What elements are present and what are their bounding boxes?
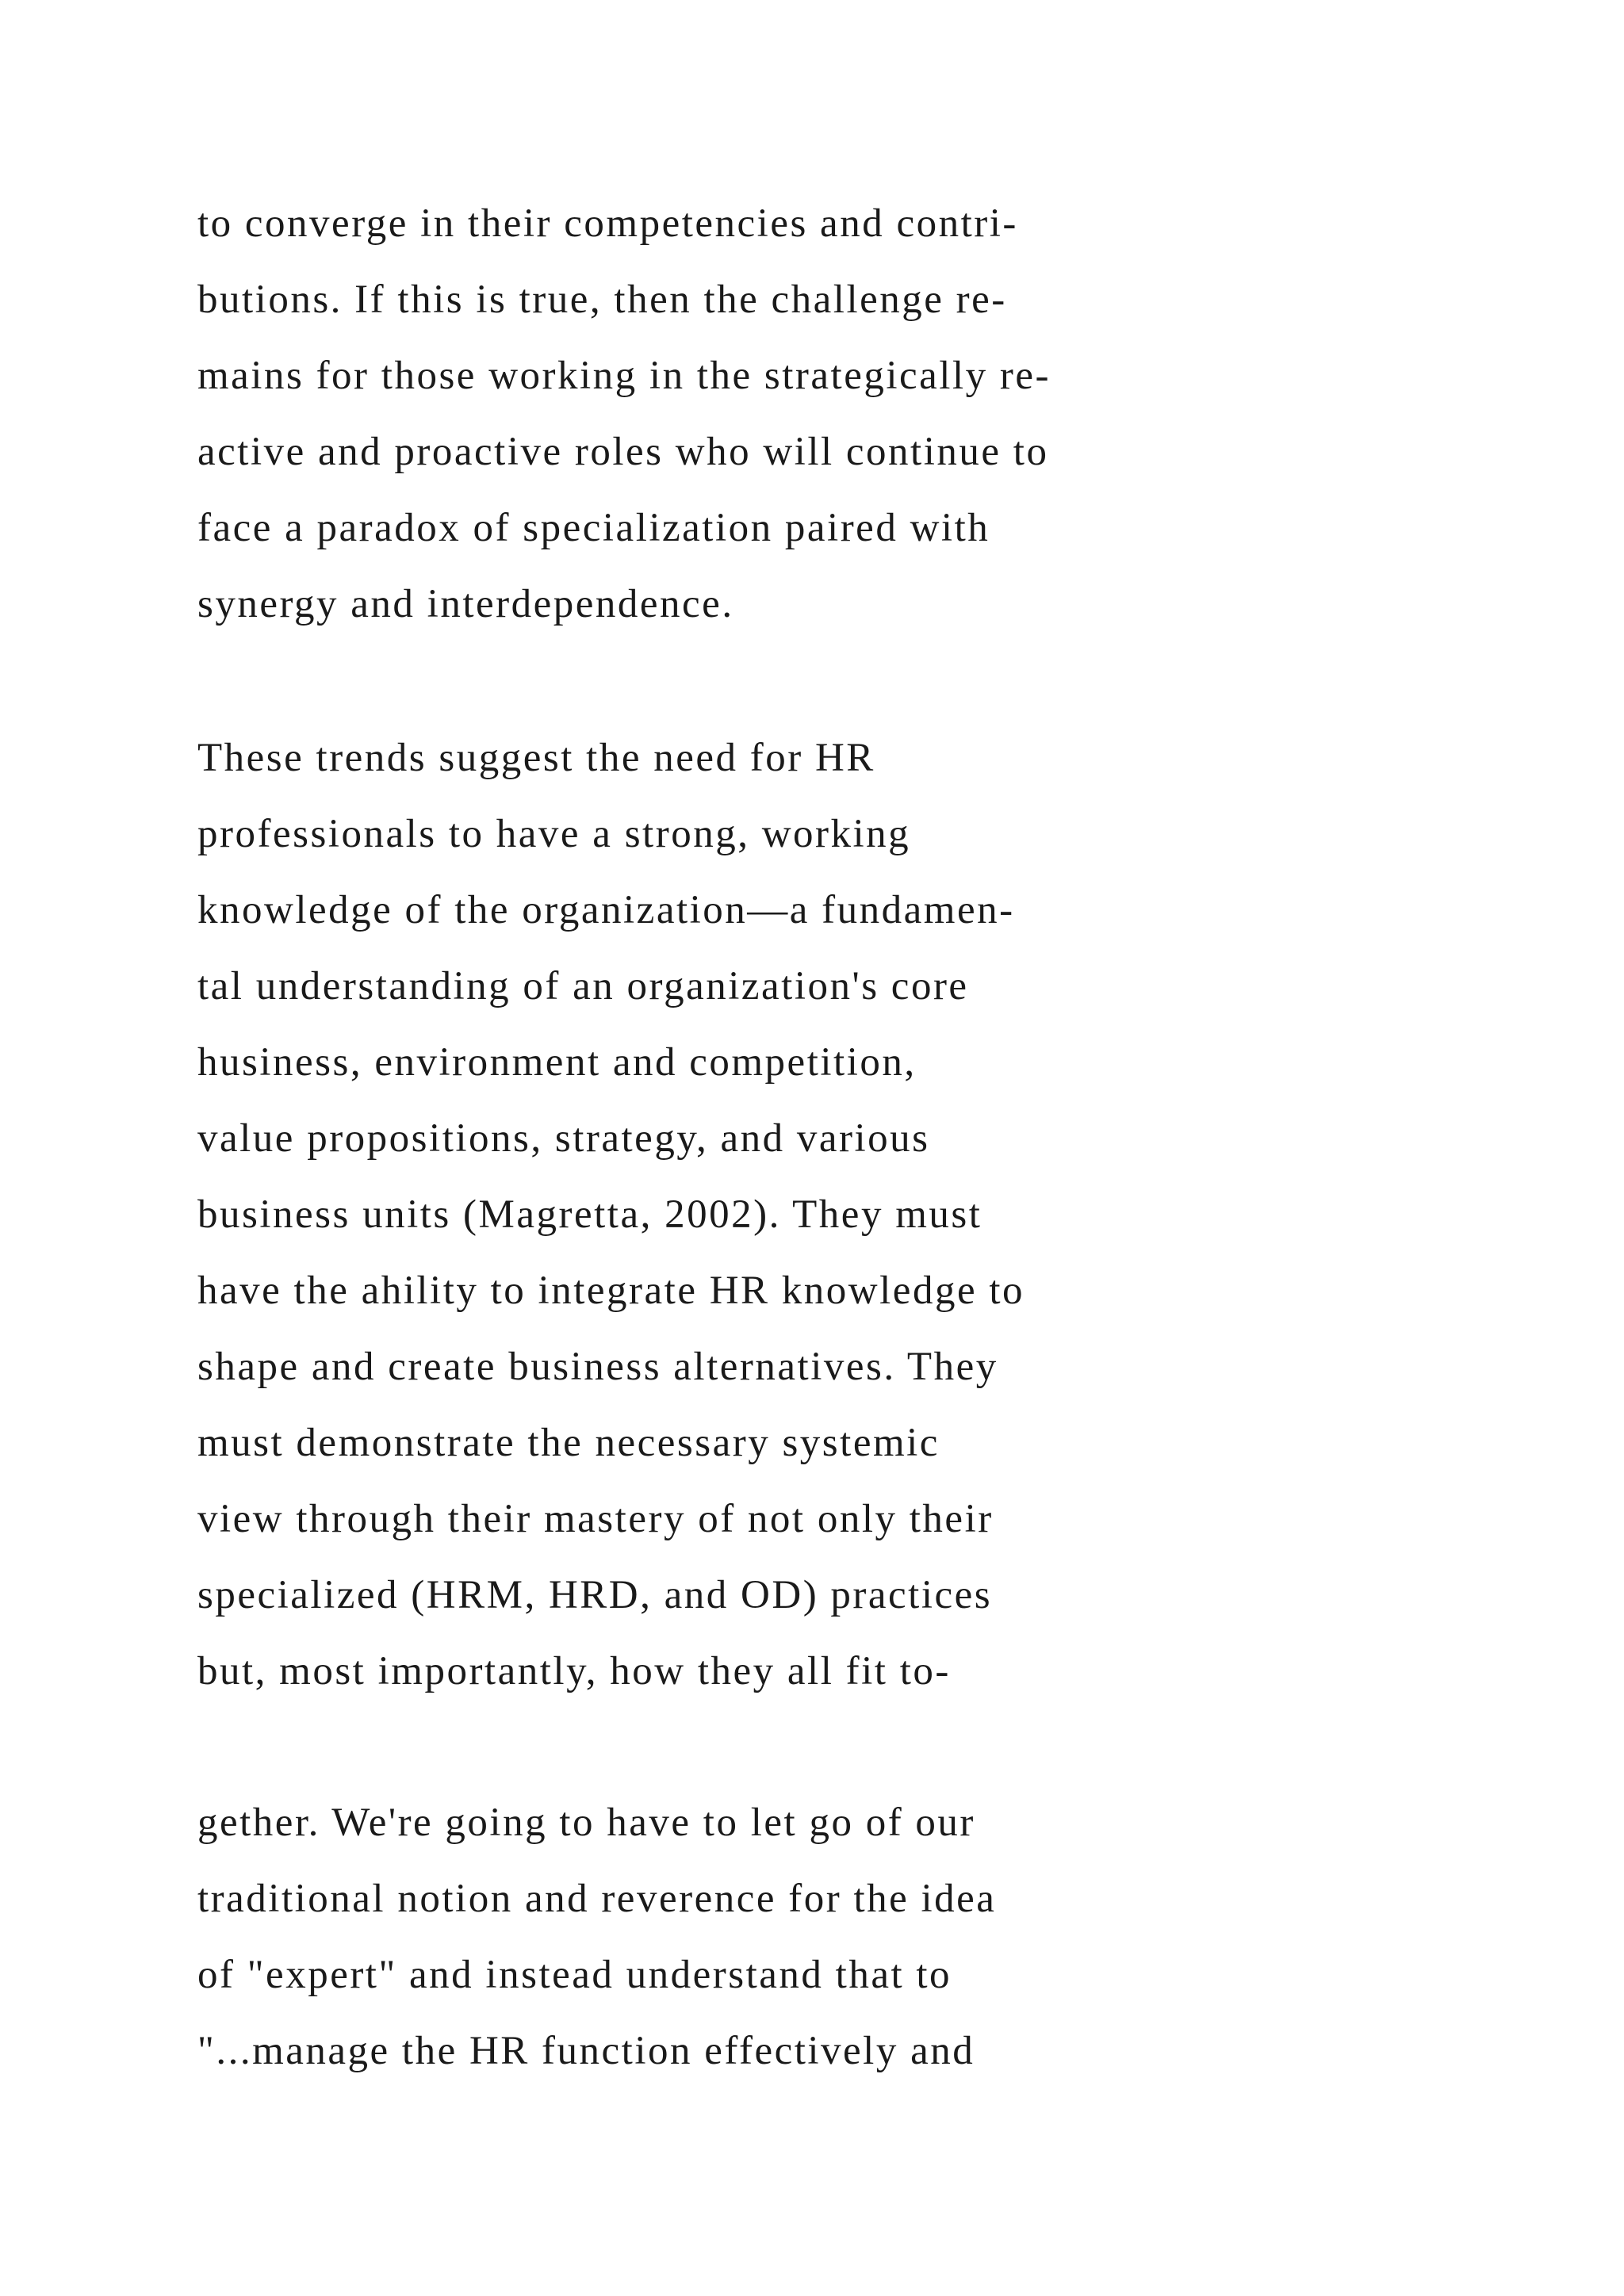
text-line: mains for those working in the strategically re- xyxy=(197,354,1051,398)
text-line: tal understanding of an organization's core xyxy=(197,964,969,1008)
text-line: but, most importantly, how they all fit to- xyxy=(197,1649,951,1693)
paragraph-3 xyxy=(197,1785,996,2089)
text-line: value propositions, strategy, and various xyxy=(197,1116,930,1161)
text-line: These trends suggest the need for HR xyxy=(197,736,875,780)
paragraph-1 xyxy=(197,186,1051,642)
text-line: shape and create business alternatives. They xyxy=(197,1345,998,1389)
text-line: "...manage the HR function effectively and xyxy=(197,2029,975,2073)
text-line: traditional notion and reverence for the idea xyxy=(197,1877,997,1921)
text-line: gether. We're going to have to let go of our xyxy=(197,1800,975,1845)
text-line: knowledge of the organization—a fundamen- xyxy=(197,888,1015,932)
text-line: synergy and interdependence. xyxy=(197,582,734,626)
text-line: to converge in their competencies and contri- xyxy=(197,201,1018,246)
text-line: specialized (HRM, HRD, and OD) practices xyxy=(197,1573,993,1617)
text-line: face a paradox of specialization paired with xyxy=(197,506,990,550)
text-line: active and proactive roles who will continue to xyxy=(197,430,1049,474)
text-line: husiness, environment and competition, xyxy=(197,1040,917,1085)
text-line: of "expert" and instead understand that to xyxy=(197,1953,952,1997)
text-line: professionals to have a strong, working xyxy=(197,812,911,856)
text-line: business units (Magretta, 2002). They must xyxy=(197,1192,982,1237)
text-line: butions. If this is true, then the challenge re- xyxy=(197,277,1007,322)
paragraph-2 xyxy=(197,720,1025,1709)
text-line: have the ahility to integrate HR knowledge to xyxy=(197,1269,1025,1313)
text-line: view through their mastery of not only their xyxy=(197,1497,994,1541)
text-line: must demonstrate the necessary systemic xyxy=(197,1421,940,1465)
